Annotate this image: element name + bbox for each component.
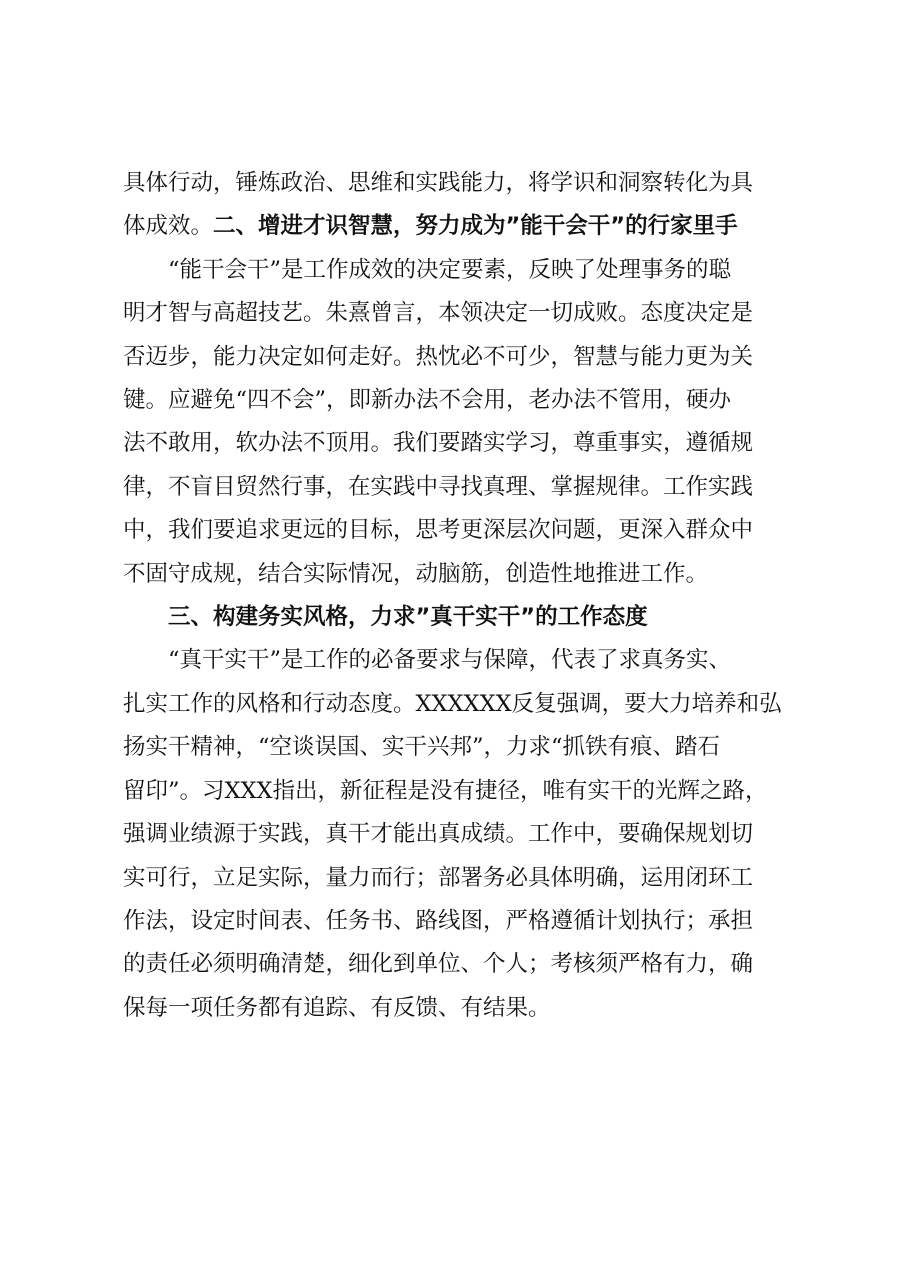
- line-text: 体成效。: [123, 213, 214, 240]
- document-body: [123, 162, 803, 1030]
- body-line-8: [123, 466, 803, 509]
- section-heading-3: 三、构建务实风格，力求”真干实干”的工作态度: [168, 604, 648, 631]
- section-heading-2: 二、增进才识智慧，努力成为”能干会干”的行家里手: [213, 213, 738, 240]
- body-line-15: [123, 770, 803, 813]
- body-line-14: [123, 726, 803, 769]
- line-text: “真干实干”是工作的必备要求与保障，代表了求真务实、: [168, 647, 732, 674]
- line-text: 保每一项任务都有追踪、有反馈、有结果。: [123, 994, 551, 1021]
- body-line-16: [123, 813, 803, 856]
- line-text: 明才智与高超技艺。朱熹曾言，本领决定一切成败。态度决定是: [123, 300, 754, 327]
- body-line-18: [123, 900, 803, 943]
- line-text: 实可行，立足实际，量力而行；部署务必具体明确，运用闭环工: [123, 864, 754, 891]
- line-text: 键。应避免“四不会”，即新办法不会用，老办法不管用，硬办: [123, 387, 732, 414]
- line-text: 扎实工作的风格和行动态度。XXXXXX反复强调，要大力培养和弘: [123, 690, 782, 717]
- line-text: 强调业绩源于实践，真干才能出真成绩。工作中，要确保规划切: [123, 821, 754, 848]
- body-line-10: [123, 553, 803, 596]
- body-line-1: [123, 162, 803, 205]
- body-line-9: [123, 509, 803, 552]
- body-line-13: [123, 683, 803, 726]
- line-text: 扬实干精神，“空谈误国、实干兴邦”，力求“抓铁有痕、踏石: [123, 734, 721, 761]
- body-line-2: [123, 205, 803, 248]
- body-line-19: [123, 943, 803, 986]
- line-text: 中，我们要追求更远的目标，思考更深层次问题，更深入群众中: [123, 517, 754, 544]
- body-line-20: [123, 987, 803, 1030]
- body-line-11: [123, 596, 803, 639]
- line-text: “能干会干”是工作成效的决定要素，反映了处理事务的聪: [168, 256, 732, 283]
- body-line-6: [123, 379, 803, 422]
- body-line-3: [123, 249, 803, 292]
- body-line-17: [123, 857, 803, 900]
- body-line-4: [123, 292, 803, 335]
- body-line-5: [123, 336, 803, 379]
- line-text: 律，不盲目贸然行事，在实践中寻找真理、掌握规律。工作实践: [123, 473, 754, 500]
- body-line-12: [123, 639, 803, 682]
- line-text: 作法，设定时间表、任务书、路线图，严格遵循计划执行；承担: [123, 907, 754, 934]
- line-text: 的责任必须明确清楚，细化到单位、个人；考核须严格有力，确: [123, 951, 754, 978]
- body-line-7: [123, 422, 803, 465]
- line-text: 否迈步，能力决定如何走好。热忱必不可少，智慧与能力更为关: [123, 343, 754, 370]
- line-text: 不固守成规，结合实际情况，动脑筋，创造性地推进工作。: [123, 560, 709, 587]
- line-text: 具体行动，锤炼政治、思维和实践能力，将学识和洞察转化为具: [123, 170, 754, 196]
- line-text: 留印”。习XXX指出，新征程是没有捷径，唯有实干的光辉之路，: [123, 777, 768, 804]
- line-text: 法不敢用，软办法不顶用。我们要踏实学习，尊重事实，遵循规: [123, 430, 754, 457]
